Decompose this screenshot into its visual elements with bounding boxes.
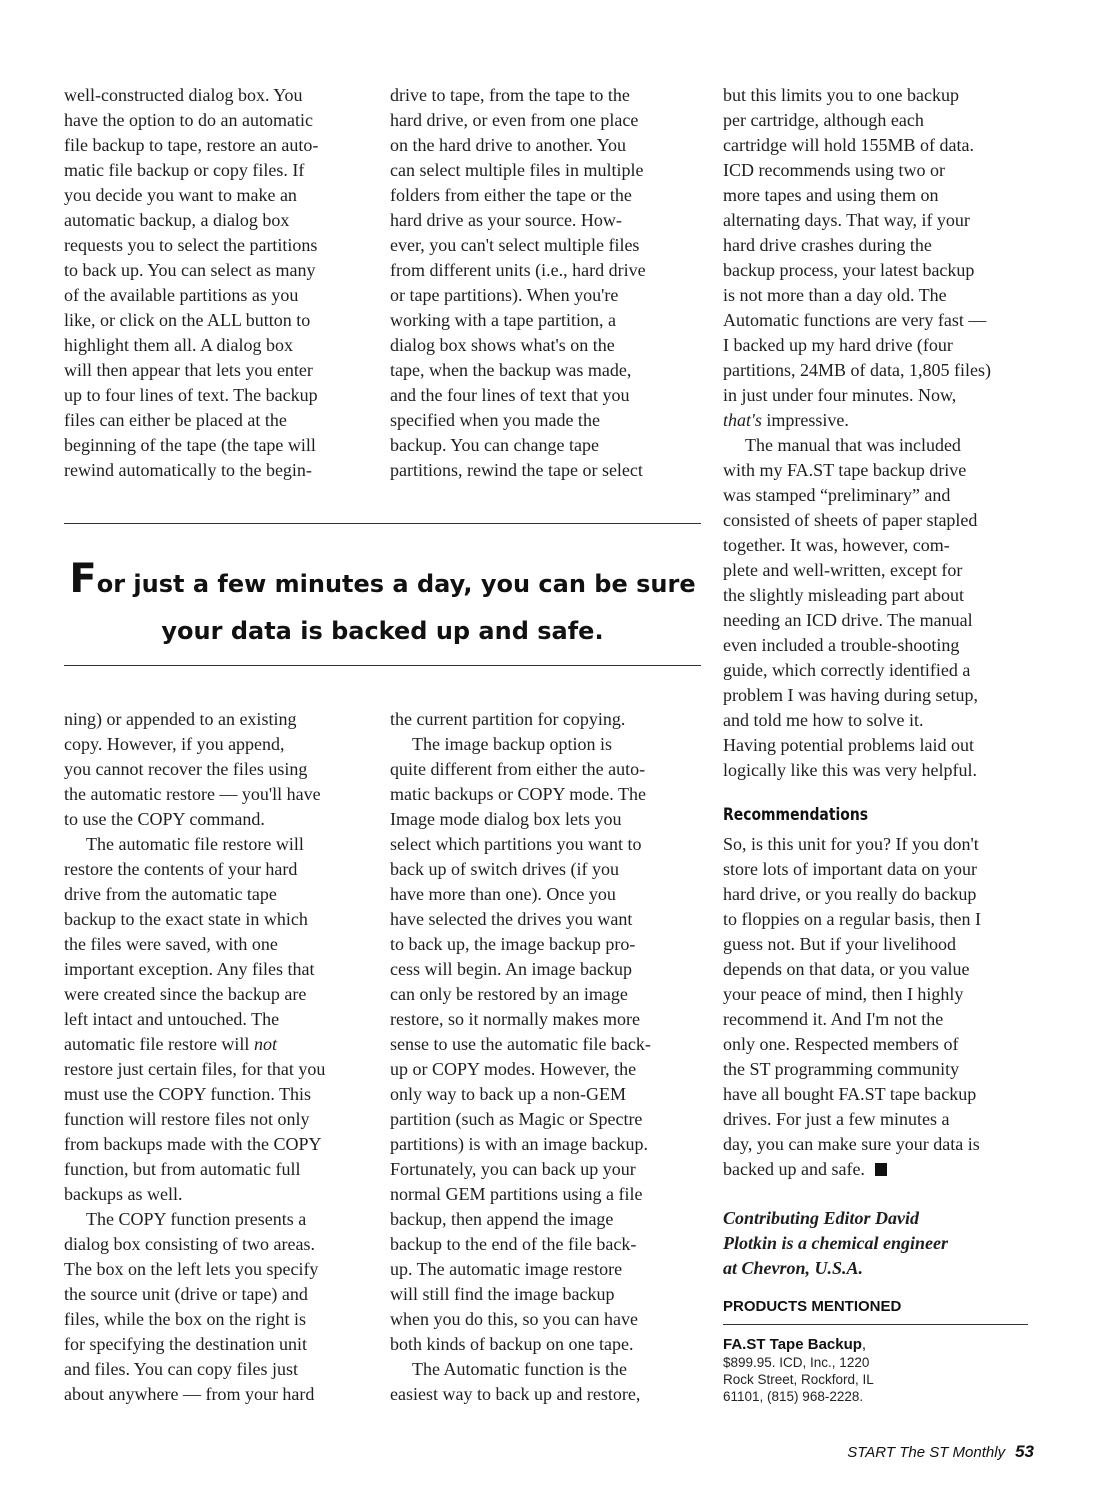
text-span: backed up and safe.: [723, 1159, 865, 1179]
text-line: must use the COPY function. This: [64, 1084, 311, 1104]
text-line: hard drive crashes during the: [723, 235, 932, 255]
text-line: problem I was having during setup,: [723, 685, 978, 705]
product-name-text: FA.ST Tape Backup: [723, 1336, 862, 1353]
page-footer: [847, 1442, 1034, 1462]
text-line: automatic backup, a dialog box: [64, 210, 290, 230]
product-details: [723, 1354, 1033, 1405]
pull-quote-rule-top: [64, 523, 701, 524]
text-line: of the available partitions as you: [64, 285, 299, 305]
product-name: [723, 1336, 866, 1353]
emphasis: that's: [723, 410, 762, 430]
recommendations-text: [723, 832, 1043, 1182]
text-line: dialog box consisting of two areas.: [64, 1234, 315, 1254]
text-line: Having potential problems laid out: [723, 735, 974, 755]
text-line: only way to back up a non-GEM: [390, 1084, 626, 1104]
text-line: backup. You can change tape: [390, 435, 599, 455]
text-line: and told me how to solve it.: [723, 710, 924, 730]
text-line: was stamped “preliminary” and: [723, 485, 951, 505]
text-line: recommend it. And I'm not the: [723, 1009, 944, 1029]
emphasis: not: [253, 1034, 277, 1054]
text-line: Image mode dialog box lets you: [390, 809, 622, 829]
pull-quote-line-1: [64, 556, 701, 608]
text-line: folders from either the tape or the: [390, 185, 632, 205]
text-line: sense to use the automatic file back-: [390, 1034, 651, 1054]
text-line: the current partition for copying.: [390, 709, 626, 729]
text-line: The COPY function presents a: [86, 1209, 307, 1229]
text-line: have more than one). Once you: [390, 884, 616, 904]
text-span: impressive.: [761, 410, 849, 430]
text-line: from backups made with the COPY: [64, 1134, 322, 1154]
text-line: So, is this unit for you? If you don't: [723, 834, 979, 854]
pull-quote: [64, 556, 701, 655]
text-line: to floppies on a regular basis, then I: [723, 909, 981, 929]
text-line: both kinds of backup on one tape.: [390, 1334, 634, 1354]
text-line: important exception. Any files that: [64, 959, 315, 979]
text-line: restore, so it normally makes more: [390, 1009, 640, 1029]
text-line: rewind automatically to the begin-: [64, 460, 312, 480]
text-line: tape, when the backup was made,: [390, 360, 632, 380]
product-detail-line: 61101, (815) 968-2228.: [723, 1389, 864, 1404]
bio-line: Contributing Editor David: [723, 1208, 920, 1228]
text-line: backup to the exact state in which: [64, 909, 308, 929]
text-line: you decide you want to make an: [64, 185, 297, 205]
text-line: hard drive, or even from one place: [390, 110, 639, 130]
text-line: cartridge will hold 155MB of data.: [723, 135, 974, 155]
text-line: partitions) is with an image backup.: [390, 1134, 648, 1154]
text-line: in just under four minutes. Now,: [723, 385, 957, 405]
text-line: can only be restored by an image: [390, 984, 628, 1004]
text-line: to use the COPY command.: [64, 809, 265, 829]
text-line: backups as well.: [64, 1184, 183, 1204]
text-line: files can either be placed at the: [64, 410, 287, 430]
text-line: the files were saved, with one: [64, 934, 278, 954]
text-line: [723, 408, 1043, 433]
text-line: from different units (i.e., hard drive: [390, 260, 646, 280]
text-line: will still find the image backup: [390, 1284, 615, 1304]
magazine-name: START The ST Monthly: [847, 1444, 1006, 1461]
text-line: ning) or appended to an existing: [64, 709, 297, 729]
text-line: depends on that data, or you value: [723, 959, 970, 979]
text-line: with my FA.ST tape backup drive: [723, 460, 967, 480]
text-line: like, or click on the ALL button to: [64, 310, 311, 330]
text-line: backup to the end of the file back-: [390, 1234, 637, 1254]
text-line: but this limits you to one backup: [723, 85, 959, 105]
text-line: and the four lines of text that you: [390, 385, 630, 405]
text-line: hard drive, or you really do backup: [723, 884, 977, 904]
products-divider: [723, 1324, 1028, 1325]
text-line: only one. Respected members of: [723, 1034, 959, 1054]
text-line: guess not. But if your livelihood: [723, 934, 956, 954]
end-mark-icon: [875, 1163, 887, 1176]
column-2-bottom: [390, 707, 700, 1407]
text-line: needing an ICD drive. The manual: [723, 610, 973, 630]
text-line: dialog box shows what's on the: [390, 335, 615, 355]
text-line: the source unit (drive or tape) and: [64, 1284, 308, 1304]
text-line: backup, then append the image: [390, 1209, 614, 1229]
text-line: for specifying the destination unit: [64, 1334, 307, 1354]
pull-quote-dropcap: F: [69, 556, 97, 602]
product-detail-line: $899.95. ICD, Inc., 1220: [723, 1355, 870, 1370]
bio-line: Plotkin is a chemical engineer: [723, 1233, 948, 1253]
text-line: were created since the backup are: [64, 984, 307, 1004]
product-detail-line: Rock Street, Rockford, IL: [723, 1372, 874, 1387]
text-line: ever, you can't select multiple files: [390, 235, 640, 255]
products-mentioned-heading: PRODUCTS MENTIONED: [723, 1298, 902, 1315]
text-line: you cannot recover the files using: [64, 759, 308, 779]
column-2-top: [390, 83, 700, 483]
column-3: [723, 83, 1043, 783]
text-line: hard drive as your source. How-: [390, 210, 622, 230]
text-line: drives. For just a few minutes a: [723, 1109, 950, 1129]
text-line: will then appear that lets you enter: [64, 360, 313, 380]
text-line: The Automatic function is the: [412, 1359, 627, 1379]
text-line: to back up, the image backup pro-: [390, 934, 636, 954]
text-line: have selected the drives you want: [390, 909, 633, 929]
text-line: backup process, your latest backup: [723, 260, 975, 280]
text-line: consisted of sheets of paper stapled: [723, 510, 978, 530]
text-line: I backed up my hard drive (four: [723, 335, 953, 355]
text-line: matic file backup or copy files. If: [64, 160, 305, 180]
pull-quote-text-1: or just a few minutes a day, you can be sure: [96, 570, 696, 598]
text-line: plete and well-written, except for: [723, 560, 963, 580]
text-line: specified when you made the: [390, 410, 600, 430]
text-line: your peace of mind, then I highly: [723, 984, 964, 1004]
text-span: automatic file restore will: [64, 1034, 254, 1054]
text-line: more tapes and using them on: [723, 185, 939, 205]
text-line: on the hard drive to another. You: [390, 135, 626, 155]
text-line: working with a tape partition, a: [390, 310, 616, 330]
text-line: partition (such as Magic or Spectre: [390, 1109, 643, 1129]
text-line: up to four lines of text. The backup: [64, 385, 318, 405]
text-line: ICD recommends using two or: [723, 160, 945, 180]
text-line: [723, 1157, 1043, 1182]
text-line: matic backups or COPY mode. The: [390, 784, 646, 804]
text-line: [64, 1032, 374, 1057]
text-line: day, you can make sure your data is: [723, 1134, 980, 1154]
text-line: and files. You can copy files just: [64, 1359, 298, 1379]
text-line: partitions, rewind the tape or select: [390, 460, 643, 480]
text-line: The box on the left lets you specify: [64, 1259, 319, 1279]
text-line: back up of switch drives (if you: [390, 859, 619, 879]
text-line: can select multiple files in multiple: [390, 160, 644, 180]
text-line: highlight them all. A dialog box: [64, 335, 293, 355]
text-line: file backup to tape, restore an auto-: [64, 135, 319, 155]
text-line: left intact and untouched. The: [64, 1009, 280, 1029]
page-number: 53: [1015, 1442, 1034, 1461]
text-line: The manual that was included: [745, 435, 961, 455]
text-line: or tape partitions). When you're: [390, 285, 619, 305]
pull-quote-line-2: your data is backed up and safe.: [161, 617, 604, 645]
text-line: Automatic functions are very fast —: [723, 310, 987, 330]
text-line: is not more than a day old. The: [723, 285, 947, 305]
text-line: function, but from automatic full: [64, 1159, 301, 1179]
text-line: Fortunately, you can back up your: [390, 1159, 636, 1179]
text-line: store lots of important data on your: [723, 859, 977, 879]
text-line: about anywhere — from your hard: [64, 1384, 315, 1404]
text-line: restore the contents of your hard: [64, 859, 298, 879]
text-line: well-constructed dialog box. You: [64, 85, 303, 105]
text-line: drive to tape, from the tape to the: [390, 85, 630, 105]
text-line: The image backup option is: [412, 734, 612, 754]
text-line: files, while the box on the right is: [64, 1309, 306, 1329]
text-line: cess will begin. An image backup: [390, 959, 632, 979]
pull-quote-rule-bottom: [64, 665, 701, 666]
text-line: The automatic file restore will: [86, 834, 304, 854]
column-1-top: [64, 83, 374, 483]
text-line: copy. However, if you append,: [64, 734, 285, 754]
product-name-suffix: ,: [861, 1336, 867, 1353]
bio-line: at Chevron, U.S.A.: [723, 1258, 864, 1278]
text-line: quite different from either the auto-: [390, 759, 646, 779]
recommendations-heading: Recommendations: [723, 805, 869, 825]
text-line: select which partitions you want to: [390, 834, 642, 854]
text-line: have the option to do an automatic: [64, 110, 313, 130]
text-line: to back up. You can select as many: [64, 260, 316, 280]
column-1-bottom: [64, 707, 374, 1407]
text-line: guide, which correctly identified a: [723, 660, 971, 680]
text-line: even included a trouble-shooting: [723, 635, 960, 655]
text-line: up or COPY modes. However, the: [390, 1059, 637, 1079]
text-line: function will restore files not only: [64, 1109, 310, 1129]
text-line: up. The automatic image restore: [390, 1259, 623, 1279]
text-line: the ST programming community: [723, 1059, 960, 1079]
text-line: logically like this was very helpful.: [723, 760, 977, 780]
text-line: alternating days. That way, if your: [723, 210, 970, 230]
author-bio: [723, 1206, 1043, 1281]
text-line: drive from the automatic tape: [64, 884, 277, 904]
text-line: the slightly misleading part about: [723, 585, 964, 605]
text-line: have all bought FA.ST tape backup: [723, 1084, 977, 1104]
text-line: beginning of the tape (the tape will: [64, 435, 316, 455]
text-line: the automatic restore — you'll have: [64, 784, 321, 804]
text-line: normal GEM partitions using a file: [390, 1184, 643, 1204]
text-line: per cartridge, although each: [723, 110, 924, 130]
text-line: restore just certain files, for that you: [64, 1059, 326, 1079]
text-line: when you do this, so you can have: [390, 1309, 638, 1329]
text-line: easiest way to back up and restore,: [390, 1384, 641, 1404]
text-line: partitions, 24MB of data, 1,805 files): [723, 360, 991, 380]
text-line: requests you to select the partitions: [64, 235, 318, 255]
text-line: together. It was, however, com-: [723, 535, 950, 555]
